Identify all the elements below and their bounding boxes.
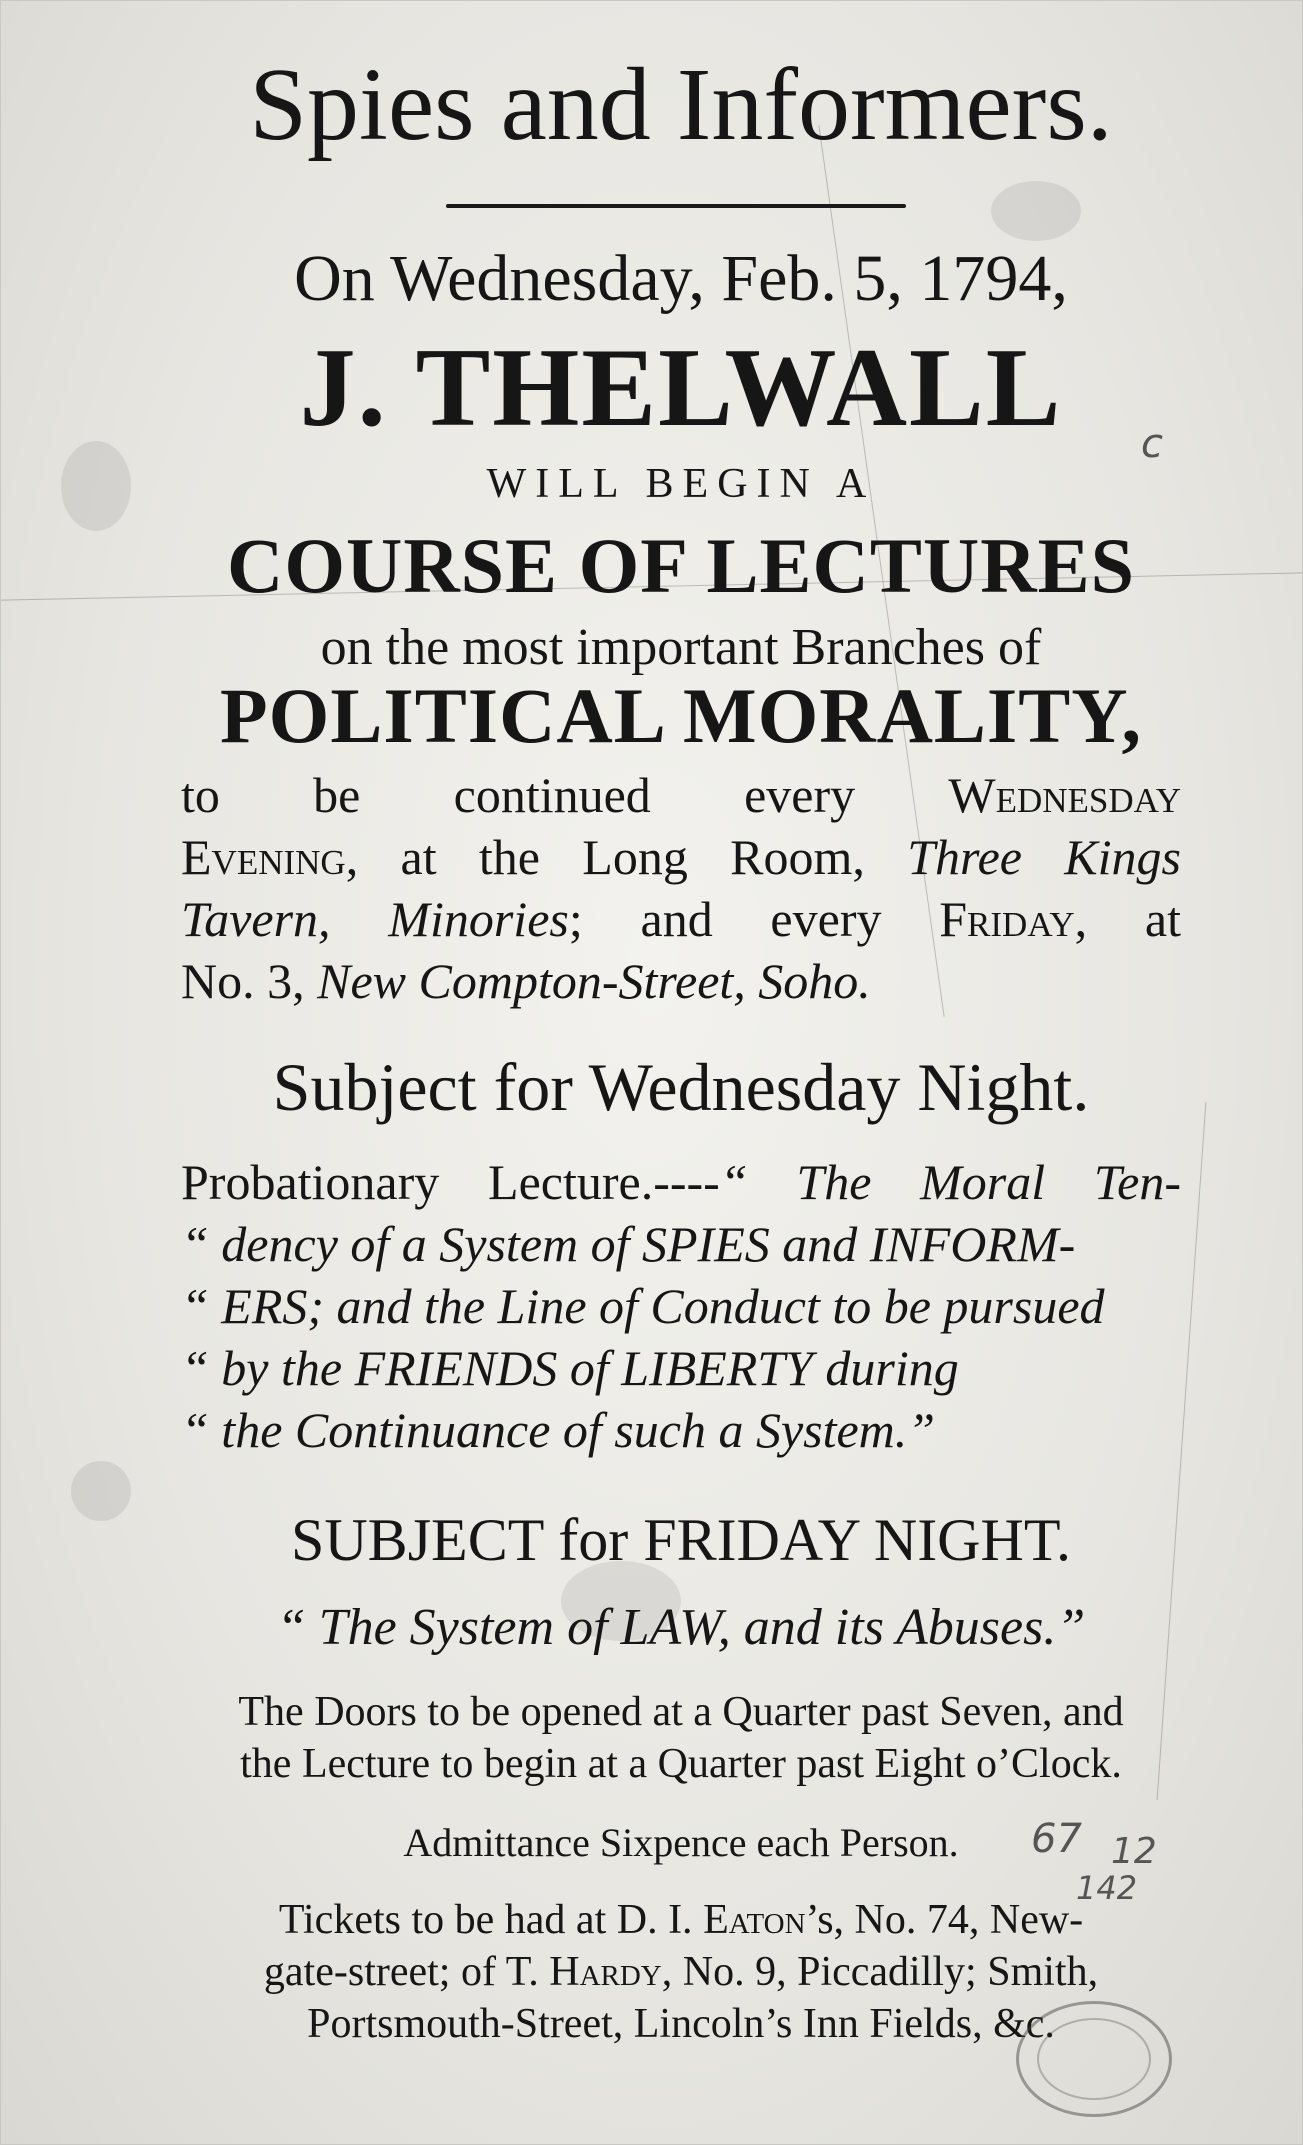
tickets-line-1 — [181, 1894, 1181, 1946]
paper-stain — [61, 441, 131, 531]
schedule-venue-three-kings: Three Kings — [907, 829, 1182, 885]
probationary-label: Probationary Lecture.---- — [181, 1154, 720, 1210]
schedule-day-friday: Friday — [939, 891, 1075, 947]
schedule-text: ; and every — [568, 891, 882, 947]
schedule-day-wednesday: Wednesday — [948, 767, 1181, 823]
branches-line: on the most important Branches of — [320, 619, 1042, 676]
wednesday-lecture-line-2: “ dency of a System of SPIES and INFORM- — [181, 1216, 1076, 1272]
wednesday-lecture-line-4: “ by the FRIENDS of LIBERTY during — [181, 1340, 959, 1396]
doors-line-2: the Lecture to begin at a Quarter past Eight o’Clock. — [240, 1741, 1122, 1787]
schedule-text: , at — [1074, 891, 1182, 947]
pencil-shelfmark: 67 — [1031, 1816, 1082, 1862]
pencil-shelfmark: 12 — [1111, 1831, 1157, 1872]
schedule-line-2 — [181, 826, 1181, 888]
schedule-text: , at the Long Room, — [345, 829, 865, 885]
paper-stain — [991, 181, 1081, 241]
tickets-line-2 — [181, 1946, 1181, 1998]
friday-subject-heading: SUBJECT for FRIDAY NIGHT. — [290, 1507, 1072, 1573]
tickets-hardy: Hardy — [549, 1949, 662, 1995]
tickets-text: ’s, No. 74, New- — [805, 1897, 1084, 1943]
tickets-text: Tickets to be had at D. I. — [278, 1897, 693, 1943]
tickets-text: , No. 9, Piccadilly; Smith, — [661, 1949, 1099, 1995]
topic-heading: POLITICAL MORALITY, — [220, 672, 1142, 759]
course-heading: COURSE OF LECTURES — [227, 522, 1135, 609]
schedule-line-3 — [181, 888, 1181, 950]
tickets-text: gate-street; of T. — [263, 1949, 539, 1995]
lecture-title-text: “ The Moral Ten- — [719, 1154, 1181, 1210]
schedule-evening: Evening — [181, 829, 346, 885]
library-stamp — [1016, 2001, 1172, 2117]
tickets-eaton: Eaton — [703, 1897, 806, 1943]
schedule-address-street: New Compton-Street, Soho. — [317, 953, 871, 1009]
schedule-venue-minories: Tavern, Minories — [181, 891, 569, 947]
pencil-mark: c — [1141, 421, 1163, 467]
wednesday-lecture-line-5: “ the Continuance of such a System.” — [181, 1402, 936, 1458]
wednesday-lecture-line-3: “ ERS; and the Line of Conduct to be pursued — [181, 1278, 1105, 1334]
admittance-line: Admittance Sixpence each Person. — [403, 1820, 959, 1865]
broadside-title: Spies and Informers. — [249, 47, 1113, 162]
schedule-text: to be continued every — [181, 767, 856, 823]
lecturer-name: J. THELWALL — [299, 326, 1063, 450]
schedule-line-4 — [181, 950, 1181, 1012]
paper-stain — [71, 1461, 131, 1521]
pencil-shelfmark: 142 — [1076, 1869, 1138, 1907]
schedule-address-number: No. 3, — [181, 953, 305, 1009]
title-rule — [446, 204, 906, 208]
schedule-line-1 — [181, 764, 1181, 826]
tickets-line-3: Portsmouth-Street, Lincoln’s Inn Fields, &c. — [307, 2001, 1055, 2047]
date-line: On Wednesday, Feb. 5, 1794, — [294, 242, 1068, 315]
wednesday-lecture-line-1 — [181, 1151, 1181, 1213]
wednesday-subject-heading: Subject for Wednesday Night. — [272, 1049, 1090, 1125]
will-begin-line: WILL BEGIN A — [486, 461, 876, 507]
friday-lecture-title: “ The System of LAW, and its Abuses.” — [276, 1599, 1086, 1656]
doors-line-1: The Doors to be opened at a Quarter past Seven, and — [238, 1689, 1124, 1735]
